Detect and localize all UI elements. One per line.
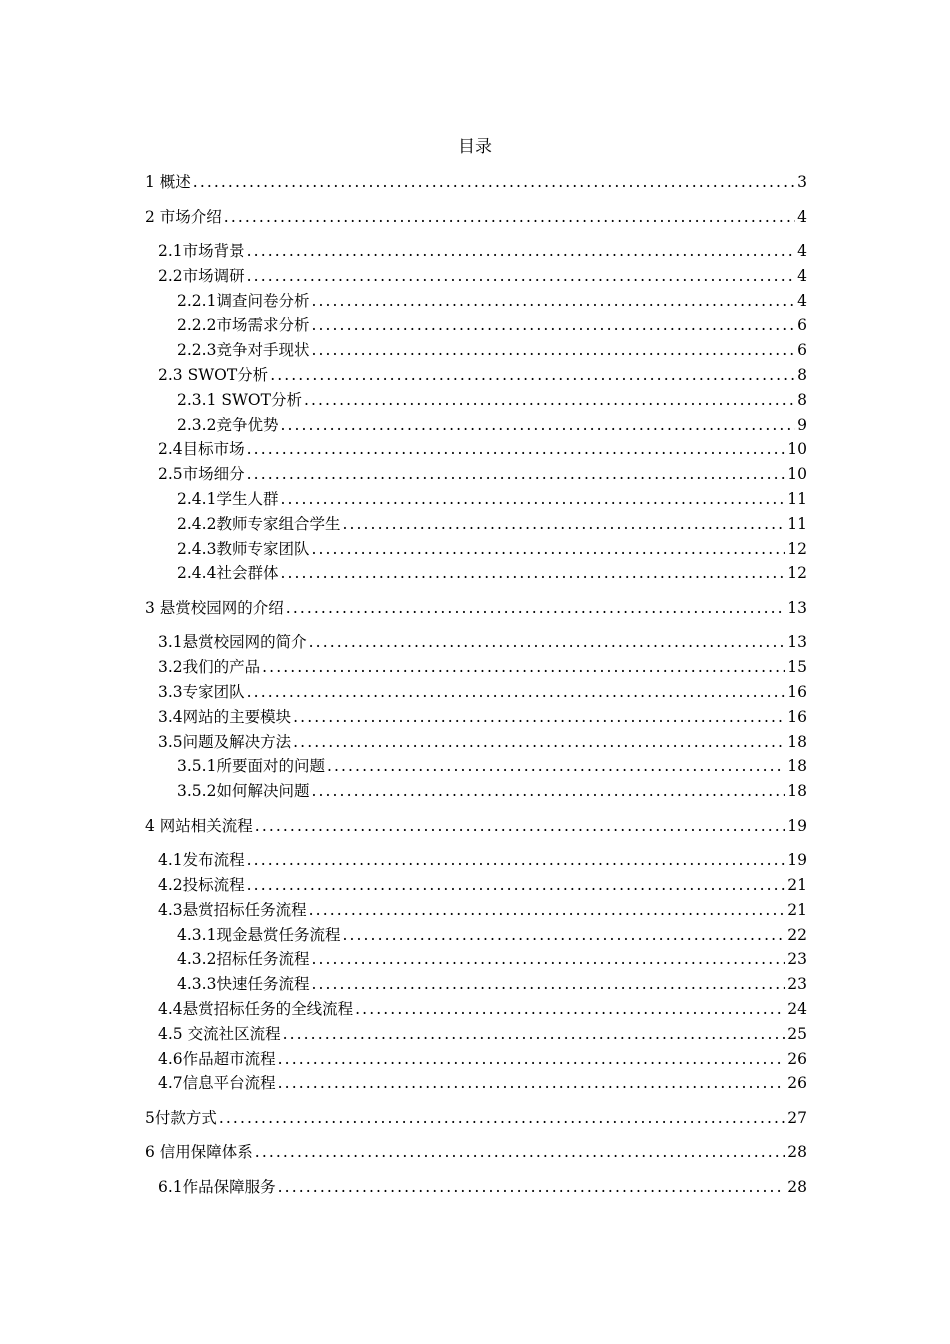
toc-dot-leader bbox=[283, 1023, 786, 1045]
toc-page-number: 4 bbox=[797, 267, 807, 285]
toc-page-number: 27 bbox=[787, 1109, 807, 1127]
toc-page-number: 9 bbox=[797, 416, 807, 434]
toc-dot-leader bbox=[311, 948, 785, 970]
toc-entry-label: 3.5.1所要面对的问题 bbox=[177, 757, 325, 775]
toc-entry[interactable] bbox=[145, 815, 807, 837]
toc-entry[interactable] bbox=[145, 899, 807, 921]
toc-entry-label: 2.2.1调查问卷分析 bbox=[177, 292, 310, 310]
toc-entry[interactable] bbox=[145, 849, 807, 871]
toc-page-number: 3 bbox=[797, 173, 807, 191]
toc-page-number: 19 bbox=[787, 817, 807, 835]
toc-entry-label: 3.1悬赏校园网的简介 bbox=[158, 633, 307, 651]
toc-entry-label: 3.3专家团队 bbox=[158, 683, 245, 701]
toc-dot-leader bbox=[311, 339, 795, 361]
toc-entry[interactable] bbox=[145, 290, 807, 312]
toc-entry-label: 2.4.1学生人群 bbox=[177, 490, 279, 508]
toc-entry[interactable] bbox=[145, 463, 807, 485]
toc-page-number: 19 bbox=[787, 851, 807, 869]
toc-dot-leader bbox=[278, 1176, 786, 1198]
toc-dot-leader bbox=[247, 874, 786, 896]
toc-dot-leader bbox=[255, 1141, 785, 1163]
toc-entry[interactable] bbox=[145, 998, 807, 1020]
toc-page-number: 21 bbox=[787, 901, 807, 919]
toc-entry-label: 3.4网站的主要模块 bbox=[158, 708, 292, 726]
toc-entry[interactable] bbox=[145, 1176, 807, 1198]
toc-entry[interactable] bbox=[145, 1072, 807, 1094]
toc-dot-leader bbox=[304, 389, 795, 411]
toc-page-number: 13 bbox=[787, 599, 807, 617]
toc-dot-leader bbox=[280, 562, 785, 584]
toc-entry-label: 4.6作品超市流程 bbox=[158, 1050, 276, 1068]
toc-entry-label: 2.4.3教师专家团队 bbox=[177, 540, 310, 558]
toc-entry-label: 2.4.2教师专家组合学生 bbox=[177, 515, 341, 533]
toc-entry-label: 3.5问题及解决方法 bbox=[158, 733, 292, 751]
toc-page-number: 15 bbox=[787, 658, 807, 676]
toc-page-number: 16 bbox=[787, 683, 807, 701]
toc-entry-label: 4.3.1现金悬赏任务流程 bbox=[177, 926, 341, 944]
toc-entry-label: 2.2.2市场需求分析 bbox=[177, 316, 310, 334]
toc-entry-label: 2.1市场背景 bbox=[158, 242, 245, 260]
toc-entry-label: 4.3.3快速任务流程 bbox=[177, 975, 310, 993]
toc-dot-leader bbox=[286, 597, 785, 619]
toc-entry[interactable] bbox=[145, 874, 807, 896]
toc-entry[interactable] bbox=[145, 1023, 807, 1045]
toc-page-number: 12 bbox=[787, 540, 807, 558]
toc-page-number: 18 bbox=[787, 782, 807, 800]
toc-entry[interactable] bbox=[145, 171, 807, 193]
toc-dot-leader bbox=[278, 1048, 786, 1070]
toc-entry-label: 2.3.2竞争优势 bbox=[177, 416, 279, 434]
toc-entry[interactable] bbox=[145, 597, 807, 619]
toc-page-number: 25 bbox=[787, 1025, 807, 1043]
toc-entry-label: 2.5市场细分 bbox=[158, 465, 245, 483]
toc-entry-label: 2.3 SWOT分析 bbox=[158, 366, 269, 384]
toc-page-number: 18 bbox=[787, 733, 807, 751]
toc-dot-leader bbox=[342, 924, 785, 946]
toc-dot-leader bbox=[311, 780, 785, 802]
toc-page-number: 8 bbox=[797, 391, 807, 409]
toc-page-number: 6 bbox=[797, 316, 807, 334]
toc-title: 目录 bbox=[458, 137, 492, 157]
toc-page-number: 21 bbox=[787, 876, 807, 894]
toc-entry-label: 3.2我们的产品 bbox=[158, 658, 261, 676]
toc-dot-leader bbox=[247, 681, 786, 703]
toc-dot-leader bbox=[280, 488, 785, 510]
toc-page-number: 23 bbox=[787, 975, 807, 993]
toc-entry-label: 2.2.3竞争对手现状 bbox=[177, 341, 310, 359]
toc-dot-leader bbox=[309, 899, 786, 921]
toc-entry[interactable] bbox=[145, 631, 807, 653]
toc-dot-leader bbox=[262, 656, 785, 678]
toc-page-number: 22 bbox=[787, 926, 807, 944]
toc-entry[interactable] bbox=[145, 314, 807, 336]
toc-page-number: 16 bbox=[787, 708, 807, 726]
toc-entry-label: 4 网站相关流程 bbox=[145, 817, 253, 835]
toc-dot-leader bbox=[355, 998, 785, 1020]
toc-dot-leader bbox=[311, 538, 785, 560]
toc-entry-label: 4.2投标流程 bbox=[158, 876, 245, 894]
toc-entry[interactable] bbox=[145, 656, 807, 678]
toc-page-number: 10 bbox=[787, 465, 807, 483]
toc-entry-label: 2.4.4社会群体 bbox=[177, 564, 279, 582]
toc-entry[interactable] bbox=[145, 562, 807, 584]
toc-dot-leader bbox=[247, 265, 795, 287]
toc-entry[interactable] bbox=[145, 339, 807, 361]
toc-dot-leader bbox=[293, 731, 785, 753]
toc-dot-leader bbox=[247, 240, 795, 262]
toc-dot-leader bbox=[311, 973, 785, 995]
toc-page-number: 23 bbox=[787, 950, 807, 968]
toc-entry[interactable] bbox=[145, 1048, 807, 1070]
toc-entry[interactable] bbox=[145, 755, 807, 777]
toc-page-number: 11 bbox=[787, 490, 807, 508]
toc-dot-leader bbox=[309, 631, 786, 653]
toc-page-number: 4 bbox=[797, 208, 807, 226]
toc-entry-label: 6 信用保障体系 bbox=[145, 1143, 253, 1161]
toc-entry[interactable] bbox=[145, 364, 807, 386]
toc-entry-label: 1 概述 bbox=[145, 173, 191, 191]
toc-page-number: 8 bbox=[797, 366, 807, 384]
toc-entry[interactable] bbox=[145, 706, 807, 728]
toc-dot-leader bbox=[311, 290, 795, 312]
toc-dot-leader bbox=[247, 438, 786, 460]
toc-page-number: 10 bbox=[787, 440, 807, 458]
toc-entry[interactable] bbox=[145, 240, 807, 262]
toc-page-number: 12 bbox=[787, 564, 807, 582]
toc-entry-label: 5付款方式 bbox=[145, 1109, 217, 1127]
toc-entry-label: 4.3悬赏招标任务流程 bbox=[158, 901, 307, 919]
toc-entry-label: 4.3.2招标任务流程 bbox=[177, 950, 310, 968]
toc-entry-label: 2 市场介绍 bbox=[145, 208, 222, 226]
toc-dot-leader bbox=[311, 314, 795, 336]
toc-entry[interactable] bbox=[145, 681, 807, 703]
toc-dot-leader bbox=[327, 755, 785, 777]
toc-entry-label: 4.5 交流社区流程 bbox=[158, 1025, 281, 1043]
toc-dot-leader bbox=[247, 849, 786, 871]
toc-dot-leader bbox=[270, 364, 795, 386]
toc-page-number: 28 bbox=[787, 1178, 807, 1196]
toc-entry-label: 4.7信息平台流程 bbox=[158, 1074, 276, 1092]
toc-entry[interactable] bbox=[145, 973, 807, 995]
toc-entry[interactable] bbox=[145, 538, 807, 560]
toc-dot-leader bbox=[280, 414, 795, 436]
toc-page-number: 4 bbox=[797, 242, 807, 260]
toc-page-number: 24 bbox=[787, 1000, 807, 1018]
toc-entry-label: 4.4悬赏招标任务的全线流程 bbox=[158, 1000, 354, 1018]
toc-entry-label: 4.1发布流程 bbox=[158, 851, 245, 869]
toc-entry-label: 2.4目标市场 bbox=[158, 440, 245, 458]
toc-dot-leader bbox=[219, 1107, 785, 1129]
toc-dot-leader bbox=[293, 706, 785, 728]
toc-page-number: 18 bbox=[787, 757, 807, 775]
toc-entry[interactable] bbox=[145, 780, 807, 802]
toc-page-number: 11 bbox=[787, 515, 807, 533]
toc-entry-label: 3.5.2如何解决问题 bbox=[177, 782, 310, 800]
toc-entry[interactable] bbox=[145, 206, 807, 228]
toc-page-number: 26 bbox=[787, 1050, 807, 1068]
toc-entry-label: 2.3.1 SWOT分析 bbox=[177, 391, 302, 409]
toc-page-number: 4 bbox=[797, 292, 807, 310]
toc-entry[interactable] bbox=[145, 1141, 807, 1163]
toc-dot-leader bbox=[342, 513, 785, 535]
toc-entry[interactable] bbox=[145, 488, 807, 510]
toc-dot-leader bbox=[247, 463, 786, 485]
toc-dot-leader bbox=[224, 206, 795, 228]
toc-dot-leader bbox=[193, 171, 795, 193]
toc-entry-label: 3 悬赏校园网的介绍 bbox=[145, 599, 284, 617]
toc-entry[interactable] bbox=[145, 924, 807, 946]
toc-entry[interactable] bbox=[145, 1107, 807, 1129]
toc-page-number: 26 bbox=[787, 1074, 807, 1092]
toc-entry-label: 2.2市场调研 bbox=[158, 267, 245, 285]
toc-entry[interactable] bbox=[145, 414, 807, 436]
toc-page-number: 6 bbox=[797, 341, 807, 359]
toc-page-number: 13 bbox=[787, 633, 807, 651]
toc-entry[interactable] bbox=[145, 265, 807, 287]
toc-dot-leader bbox=[278, 1072, 786, 1094]
toc-entry-label: 6.1作品保障服务 bbox=[158, 1178, 276, 1196]
toc-entry[interactable] bbox=[145, 438, 807, 460]
toc-entry[interactable] bbox=[145, 513, 807, 535]
toc-entry[interactable] bbox=[145, 389, 807, 411]
toc-page-number: 28 bbox=[787, 1143, 807, 1161]
toc-entry[interactable] bbox=[145, 731, 807, 753]
toc-entry[interactable] bbox=[145, 948, 807, 970]
toc-dot-leader bbox=[255, 815, 785, 837]
